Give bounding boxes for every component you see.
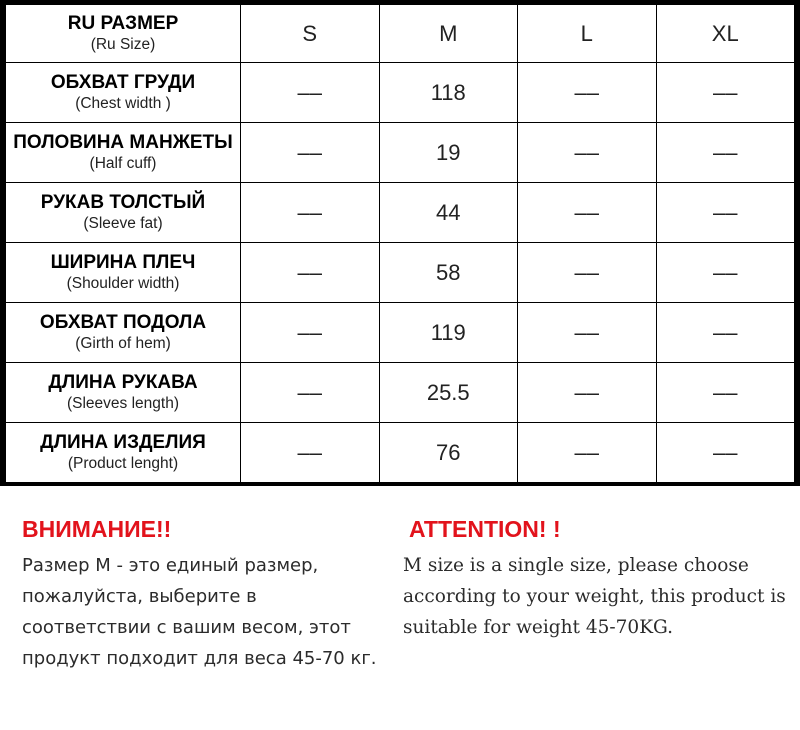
value-cell: –– (518, 183, 657, 243)
notice-ru (22, 514, 392, 674)
row-ru-label: ОБХВАТ ГРУДИ (50, 72, 196, 93)
row-ru-label: ОБХВАТ ПОДОЛА (39, 312, 207, 333)
value-cell: –– (656, 303, 795, 363)
value-cell: –– (656, 363, 795, 423)
table-row (6, 363, 795, 423)
row-en-label: (Shoulder width) (66, 275, 180, 292)
corner-ru-label: RU РАЗМЕР (67, 13, 179, 34)
row-ru-label: ШИРИНА ПЛЕЧ (50, 252, 196, 273)
notice-en-line: M size is a single size, please choose (403, 555, 749, 576)
table-row (6, 243, 795, 303)
notice-ru-line: Размер M - это единый размер, (22, 555, 319, 576)
row-ru-label: РУКАВ ТОЛСТЫЙ (40, 192, 206, 213)
notice-en-line: suitable for weight 45-70KG. (403, 617, 674, 638)
row-en-label: (Sleeve fat) (83, 215, 163, 232)
notice-ru-line: пожалуйста, выберите в (22, 586, 257, 607)
value-cell: 118 (379, 63, 518, 123)
row-en-label: (Product lenght) (67, 455, 179, 472)
size-header-s: S (241, 5, 380, 63)
corner-cell (6, 5, 241, 63)
row-en-label: (Half cuff) (89, 155, 157, 172)
notice-en-line: according to your weight, this product is (403, 586, 786, 607)
table-row (6, 303, 795, 363)
corner-en-label: (Ru Size) (90, 36, 156, 53)
value-cell: –– (518, 63, 657, 123)
value-cell: –– (518, 303, 657, 363)
value-cell: –– (241, 363, 380, 423)
value-cell: –– (518, 363, 657, 423)
row-ru-label: ПОЛОВИНА МАНЖЕТЫ (13, 132, 233, 153)
size-header-l: L (518, 5, 657, 63)
notice-ru-line: соответствии с вашим весом, этот (22, 617, 351, 638)
value-cell: –– (241, 63, 380, 123)
row-label-cell (6, 303, 241, 363)
value-cell: –– (656, 63, 795, 123)
table-row (6, 123, 795, 183)
size-header-xl: XL (656, 5, 795, 63)
value-cell: 119 (379, 303, 518, 363)
row-label-cell (6, 123, 241, 183)
value-cell: –– (241, 183, 380, 243)
size-header-m: M (379, 5, 518, 63)
size-table (5, 4, 795, 483)
value-cell: –– (241, 123, 380, 183)
value-cell: –– (656, 183, 795, 243)
value-cell: –– (241, 303, 380, 363)
table-row (6, 183, 795, 243)
row-ru-label: ДЛИНА РУКАВА (48, 372, 198, 393)
value-cell: –– (518, 423, 657, 483)
row-label-cell (6, 243, 241, 303)
notice-en (403, 514, 793, 643)
value-cell: –– (518, 243, 657, 303)
row-en-label: (Chest width ) (75, 95, 171, 112)
header-row (6, 5, 795, 63)
value-cell: 76 (379, 423, 518, 483)
notice-ru-line: продукт подходит для веса 45-70 кг. (22, 648, 377, 669)
value-cell: –– (656, 423, 795, 483)
row-label-cell (6, 363, 241, 423)
value-cell: 25.5 (379, 363, 518, 423)
value-cell: 44 (379, 183, 518, 243)
table-row (6, 423, 795, 483)
row-en-label: (Sleeves length) (66, 395, 179, 412)
row-label-cell (6, 63, 241, 123)
value-cell: –– (656, 243, 795, 303)
row-ru-label: ДЛИНА ИЗДЕЛИЯ (40, 432, 206, 453)
value-cell: –– (241, 243, 380, 303)
row-en-label: (Girth of hem) (75, 335, 171, 352)
value-cell: 58 (379, 243, 518, 303)
notice-en-title: ATTENTION! ! (409, 516, 561, 542)
value-cell: –– (518, 123, 657, 183)
row-label-cell (6, 423, 241, 483)
notice-section (0, 486, 800, 730)
table-row (6, 63, 795, 123)
value-cell: –– (656, 123, 795, 183)
row-label-cell (6, 183, 241, 243)
notice-ru-title: ВНИМАНИЕ!! (22, 516, 172, 542)
value-cell: 19 (379, 123, 518, 183)
value-cell: –– (241, 423, 380, 483)
